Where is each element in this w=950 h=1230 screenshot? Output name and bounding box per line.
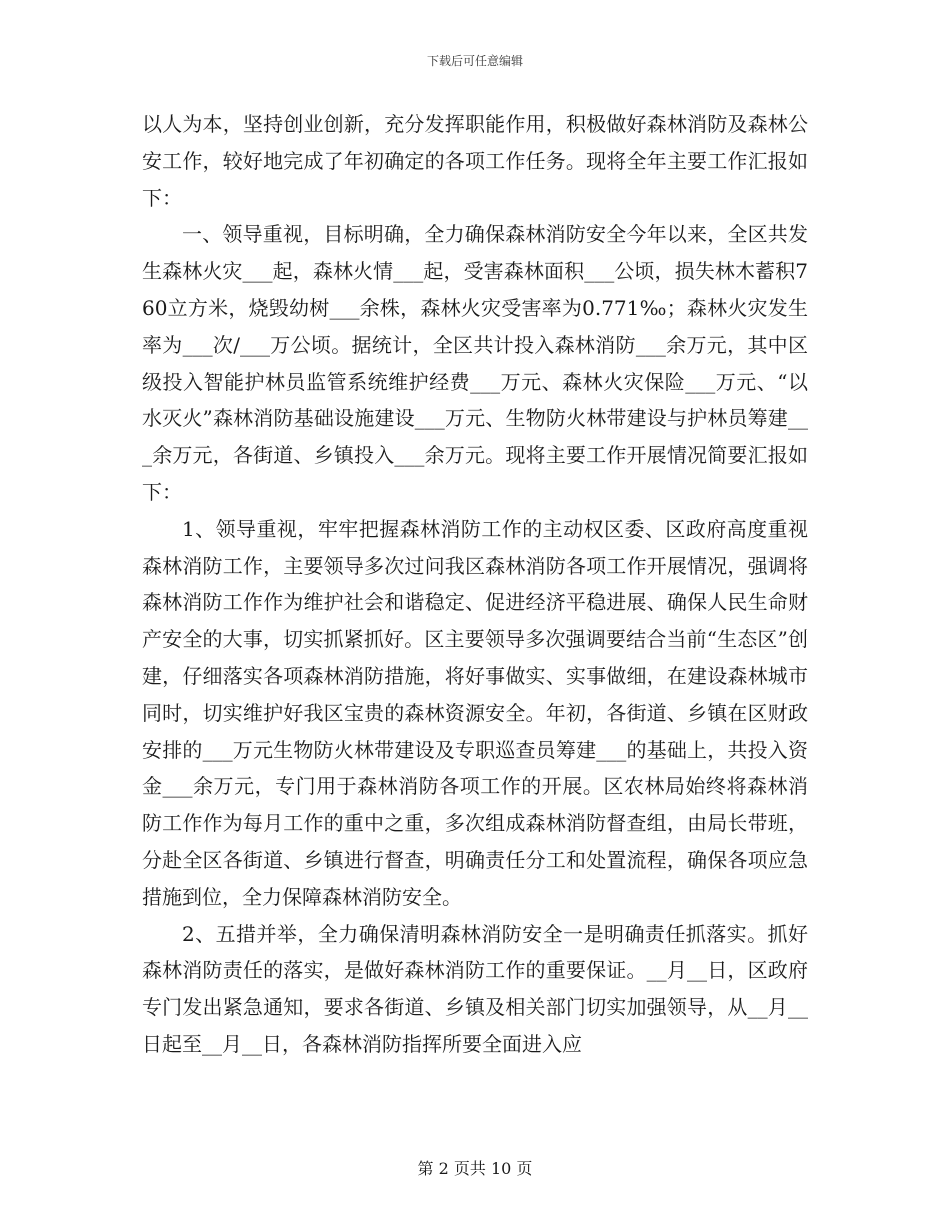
paragraph-item-two: 2、五措并举，全力确保清明森林消防安全一是明确责任抓落实。抓好森林消防责任的落实，是做好森林消防工作的重要保证。__月__日，区政府专门发出紧急通知，要求各街道、乡镇及相关部门切实加强领导，从__月__日起至__月__日，各森林消防指挥所要全面进入应 [142, 921, 808, 1056]
page-header: 下载后可任意编辑 [426, 54, 523, 68]
document-body [142, 106, 808, 1063]
paragraph-section-one: 一、领导重视，目标明确，全力确保森林消防安全今年以来，全区共发生森林火灾___起，森林火情___起，受害森林面积___公顷，损失林木蓄积760立方米，烧毁幼树___余株，森林火灾受害率为0.771‰；森林火灾发生率为___次/___万公顷。据统计，全区共计投入森林消防___余万元，其中区级投入智能护林员监管系统维护经费___万元、森林火灾保险___万元、“以水灭火”森林消防基础设施建设___万元、生物防火林带建设与护林员筹建___余万元，各街道、乡镇投入___余万元。现将主要工作开展情况简要汇报如下： [142, 222, 808, 504]
paragraph-item-one: 1、领导重视，牢牢把握森林消防工作的主动权区委、区政府高度重视森林消防工作，主要领导多次过问我区森林消防各项工作开展情况，强调将森林消防工作作为维护社会和谐稳定、促进经济平稳进展、确保人民生命财产安全的大事，切实抓紧抓好。区主要领导多次强调要结合当前“生态区”创建，仔细落实各项森林消防措施，将好事做实、实事做细，在建设森林城市同时，切实维护好我区宝贵的森林资源安全。年初，各街道、乡镇在区财政安排的___万元生物防火林带建设及专职巡查员筹建___的基础上，共投入资金___余万元，专门用于森林消防各项工作的开展。区农林局始终将森林消防工作作为每月工作的重中之重，多次组成森林消防督查组，由局长带班，分赴全区各街道、乡镇进行督查，明确责任分工和处置流程，确保各项应急措施到位，全力保障森林消防安全。 [142, 516, 808, 909]
page-footer: 第 2 页共 10 页 [417, 1159, 533, 1178]
paragraph-intro: 以人为本，坚持创业创新，充分发挥职能作用，积极做好森林消防及森林公安工作，较好地完成了年初确定的各项工作任务。现将全年主要工作汇报如下： [142, 112, 808, 210]
